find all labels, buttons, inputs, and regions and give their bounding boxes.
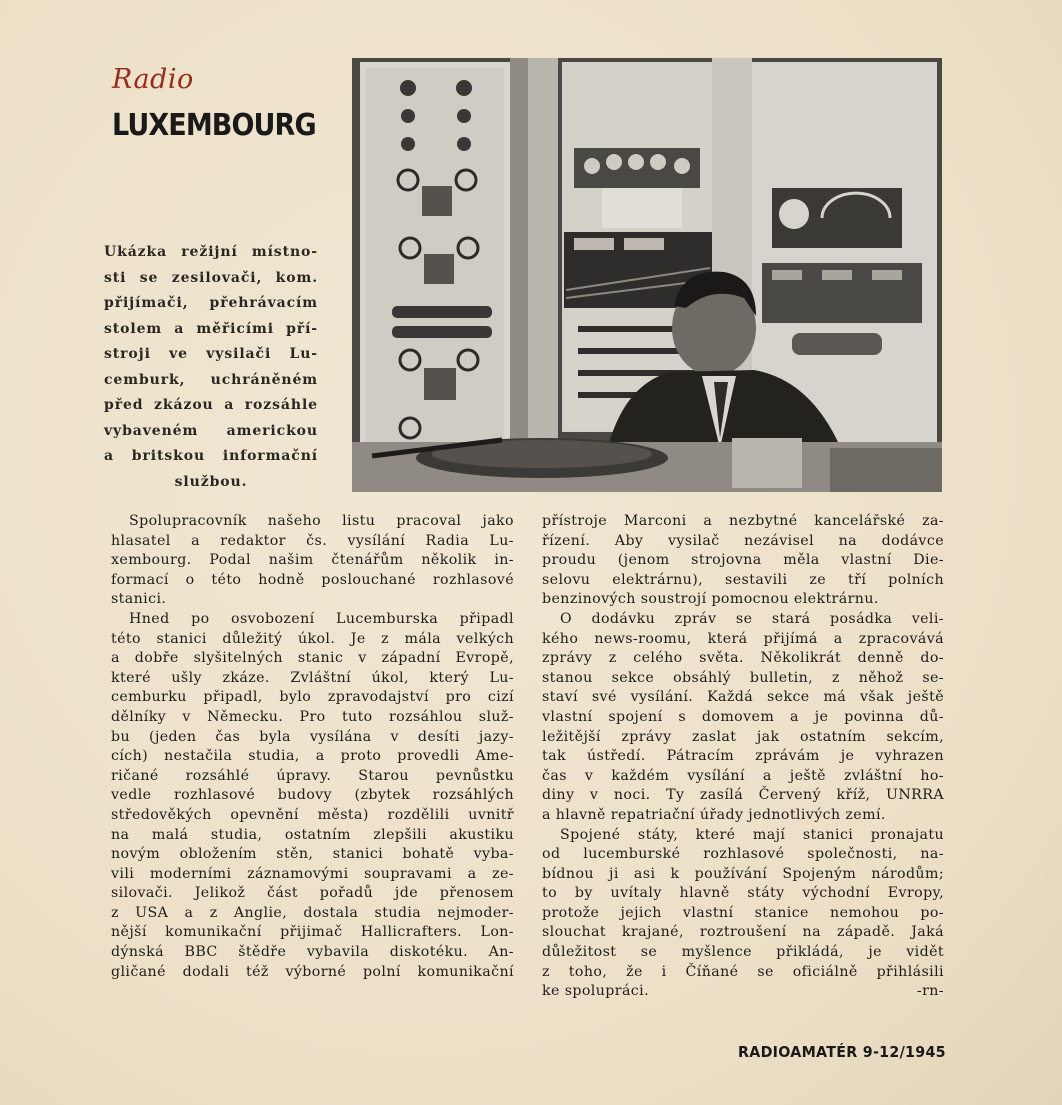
text-line: to by uvítaly hlavně státy východní Evropy,	[542, 885, 944, 902]
section-kicker: Radio	[112, 64, 194, 95]
text-line: tak ústředí. Pátracím zprávám je vyhrazen	[542, 748, 944, 765]
caption-line: přijímači, přehrávacím	[104, 295, 318, 311]
article-column-right	[542, 512, 944, 1002]
text-line: benzinových soustrojí pomocnou elektrárnu.	[542, 591, 879, 608]
text-line: na malá studia, ostatním zlepšili akustiku	[111, 826, 514, 843]
text-line: stanou sekce obsáhlý bulletin, z něhož se-	[542, 669, 944, 686]
caption-line: cemburk, uchráněném	[104, 371, 318, 388]
caption-line: službou.	[174, 473, 248, 490]
text-line: selovu elektrárnu), sestavili ze tří polních	[542, 571, 944, 588]
text-line: které ušly zkáze. Zvláštní úkol, který Lu-	[111, 669, 514, 686]
photo-radio-control-room-icon	[352, 58, 942, 492]
text-line: stanici.	[111, 591, 167, 608]
photo-caption	[104, 240, 318, 495]
text-line: řízení. Aby vysilač nezávisel na dodávce	[542, 532, 944, 549]
caption-line: stolem a měřicími pří-	[104, 320, 318, 337]
text-line: ležitější zprávy zaslat jak ostatním sekcím,	[542, 728, 944, 745]
text-line: Spojené státy, které mají stanici pronajatu	[560, 826, 944, 843]
caption-line: před zkázou a rozsáhle	[104, 397, 318, 413]
text-line: z USA a z Anglie, dostala studia nejmoder-	[111, 904, 514, 921]
text-line: O dodávku zpráv se stará posádka veli-	[560, 610, 944, 627]
text-line: staví své vysílání. Každá sekce má však ještě	[542, 689, 944, 706]
closing-line	[542, 982, 944, 1002]
article-column-left	[111, 512, 514, 982]
text-line: bu (jeden čas byla vysílána v desíti jazy-	[111, 728, 514, 745]
text-line: slouchat krajané, roztroušení na západě. Jaká	[542, 924, 944, 941]
publication-footer: RADIOAMATÉR 9-12/1945	[738, 1043, 946, 1061]
text-line: důležitost se myšlence přikládá, je vidět	[542, 944, 944, 961]
text-line: čas v každém vysílání a ještě zvláštní ho-	[542, 767, 944, 784]
text-line: vlastní spojení s domovem a je povinna dů-	[542, 708, 944, 725]
text-line: bídnou ji asi k používání Spojeným národům;	[542, 865, 944, 882]
text-line: cemburku připadl, bylo zpravodajství pro cizí	[111, 689, 514, 706]
text-line: formací o této hodně poslouchané rozhlasové	[111, 571, 514, 588]
text-line: novým obložením stěn, stanici bohatě vyba-	[111, 846, 514, 863]
text-line: ričané rozsáhlé úpravy. Starou pevnůstku	[111, 767, 514, 784]
text-line: kého news-roomu, která přijímá a zpracovává	[542, 630, 944, 647]
text-line: přístroje Marconi a nezbytné kancelářské za-	[542, 513, 944, 529]
text-line: diny v noci. Ty zasílá Červený kříž, UNRRA	[542, 787, 944, 804]
text-line: Hned po osvobození Lucemburska připadl	[129, 610, 514, 627]
text-line: cích) nestačila studia, a proto provedli Ame-	[111, 748, 514, 765]
text-line: nější komunikační přijimač Hallicrafters. Lon-	[111, 924, 514, 941]
article-title: LUXEMBOURG	[112, 108, 316, 143]
caption-line: sti se zesilovači, kom.	[104, 269, 318, 286]
text-line: gličané dodali též výborné polní komunikační	[111, 963, 514, 980]
text-line: proudu (jenom strojovna měla vlastní Die-	[542, 552, 944, 569]
text-line: Spolupracovník našeho listu pracoval jako	[129, 513, 514, 529]
text-line: hlasatel a redaktor čs. vysílání Radia Lu-	[111, 532, 514, 549]
text-line: xembourg. Podal našim čtenářům několik in-	[111, 552, 514, 569]
text-line: a hlavně repatriační úřady jednotlivých zemí.	[542, 806, 886, 823]
caption-line: a britskou informační	[104, 448, 318, 464]
caption-line: vybaveném americkou	[104, 422, 318, 439]
text-line: této stanici důležitý úkol. Je z mála velkých	[111, 630, 514, 647]
author-signature: -rn-	[916, 983, 944, 1000]
text-line: dýnská BBC štědře vybavila diskotéku. An-	[111, 944, 514, 961]
caption-line: Ukázka režijní místno-	[104, 244, 318, 260]
radio-control-room-photo	[352, 58, 942, 492]
text-line: vedle rozhlasové budovy (zbytek rozsáhlých	[111, 787, 514, 804]
caption-line: stroji ve vysilači Lu-	[104, 346, 318, 362]
text-line: protože jejich vlastní stanice nemohou po-	[542, 904, 944, 921]
text-line: zprávy z celého světa. Několikrát denně do-	[542, 650, 944, 667]
text-line: z toho, že i Číňané se oficiálně přihlásili	[542, 963, 944, 980]
text-line: dělníky v Německu. Pro tuto rozsáhlou služ-	[111, 708, 514, 725]
text-line: od lucemburské rozhlasové společnosti, na-	[542, 846, 944, 863]
text-line: silovači. Jelikož část pořadů jde přenosem	[111, 885, 514, 902]
text-line: ke spolupráci.	[542, 983, 649, 1000]
text-line: středověkých opevnění města) rozdělili uvnitř	[111, 806, 514, 823]
text-line: vili moderními záznamovými soupravami a ze-	[111, 865, 514, 882]
text-line: a dobře slyšitelných stanic v západní Evropě,	[111, 650, 514, 667]
